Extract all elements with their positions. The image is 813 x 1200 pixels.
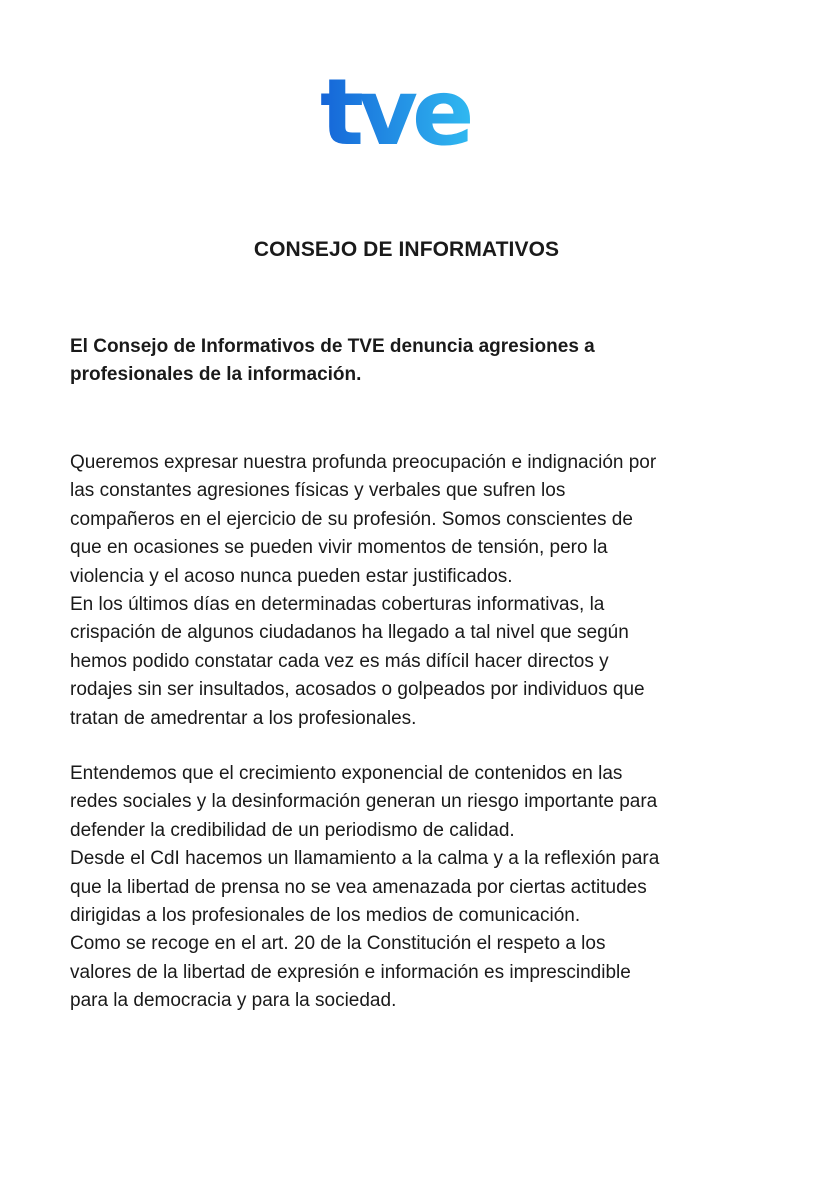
subtitle-line: El Consejo de Informativos de TVE denuncia agresiones a bbox=[70, 336, 595, 357]
page-title: CONSEJO DE INFORMATIVOS bbox=[253, 238, 560, 261]
text-line: valores de la libertad de expresión e información es imprescindible bbox=[70, 961, 631, 983]
text-line: que la libertad de prensa no se vea amenazada por ciertas actitudes bbox=[70, 876, 647, 898]
text-line: para la democracia y para la sociedad. bbox=[70, 990, 397, 1012]
text-line: crispación de algunos ciudadanos ha llegado a tal nivel que según bbox=[70, 622, 629, 644]
tve-logo bbox=[318, 62, 488, 186]
text-line: redes sociales y la desinformación generan un riesgo importante para bbox=[70, 791, 658, 813]
text-line: violencia y el acoso nunca pueden estar justificados. bbox=[70, 565, 513, 587]
text-line: las constantes agresiones físicas y verbales que sufren los bbox=[70, 480, 566, 502]
text-line: Queremos expresar nuestra profunda preocupación e indignación por bbox=[70, 452, 657, 473]
text-line: tratan de amedrentar a los profesionales. bbox=[70, 707, 417, 729]
tve-logo-graphic bbox=[318, 62, 488, 186]
text-line: compañeros en el ejercicio de su profesión. Somos conscientes de bbox=[70, 508, 633, 530]
text-line: En los últimos días en determinadas coberturas informativas, la bbox=[70, 594, 605, 616]
tve-logo-text: tve bbox=[320, 62, 469, 166]
text-line: que en ocasiones se pueden vivir momentos de tensión, pero la bbox=[70, 537, 608, 559]
text-line: Entendemos que el crecimiento exponencial de contenidos en las bbox=[70, 763, 623, 784]
text-line: dirigidas a los profesionales de los medios de comunicación. bbox=[70, 905, 581, 927]
subtitle bbox=[70, 333, 670, 389]
text-line: Como se recoge en el art. 20 de la Constitución el respeto a los bbox=[70, 933, 606, 955]
subtitle-line: profesionales de la información. bbox=[70, 364, 362, 385]
text-line: defender la credibilidad de un periodismo de calidad. bbox=[70, 819, 515, 841]
paragraph-2 bbox=[70, 760, 770, 1016]
paragraph-1 bbox=[70, 449, 770, 733]
text-line: rodajes sin ser insultados, acosados o golpeados por individuos que bbox=[70, 679, 645, 701]
text-line: Desde el CdI hacemos un llamamiento a la calma y a la reflexión para bbox=[70, 848, 660, 870]
text-line: hemos podido constatar cada vez es más difícil hacer directos y bbox=[70, 650, 609, 672]
